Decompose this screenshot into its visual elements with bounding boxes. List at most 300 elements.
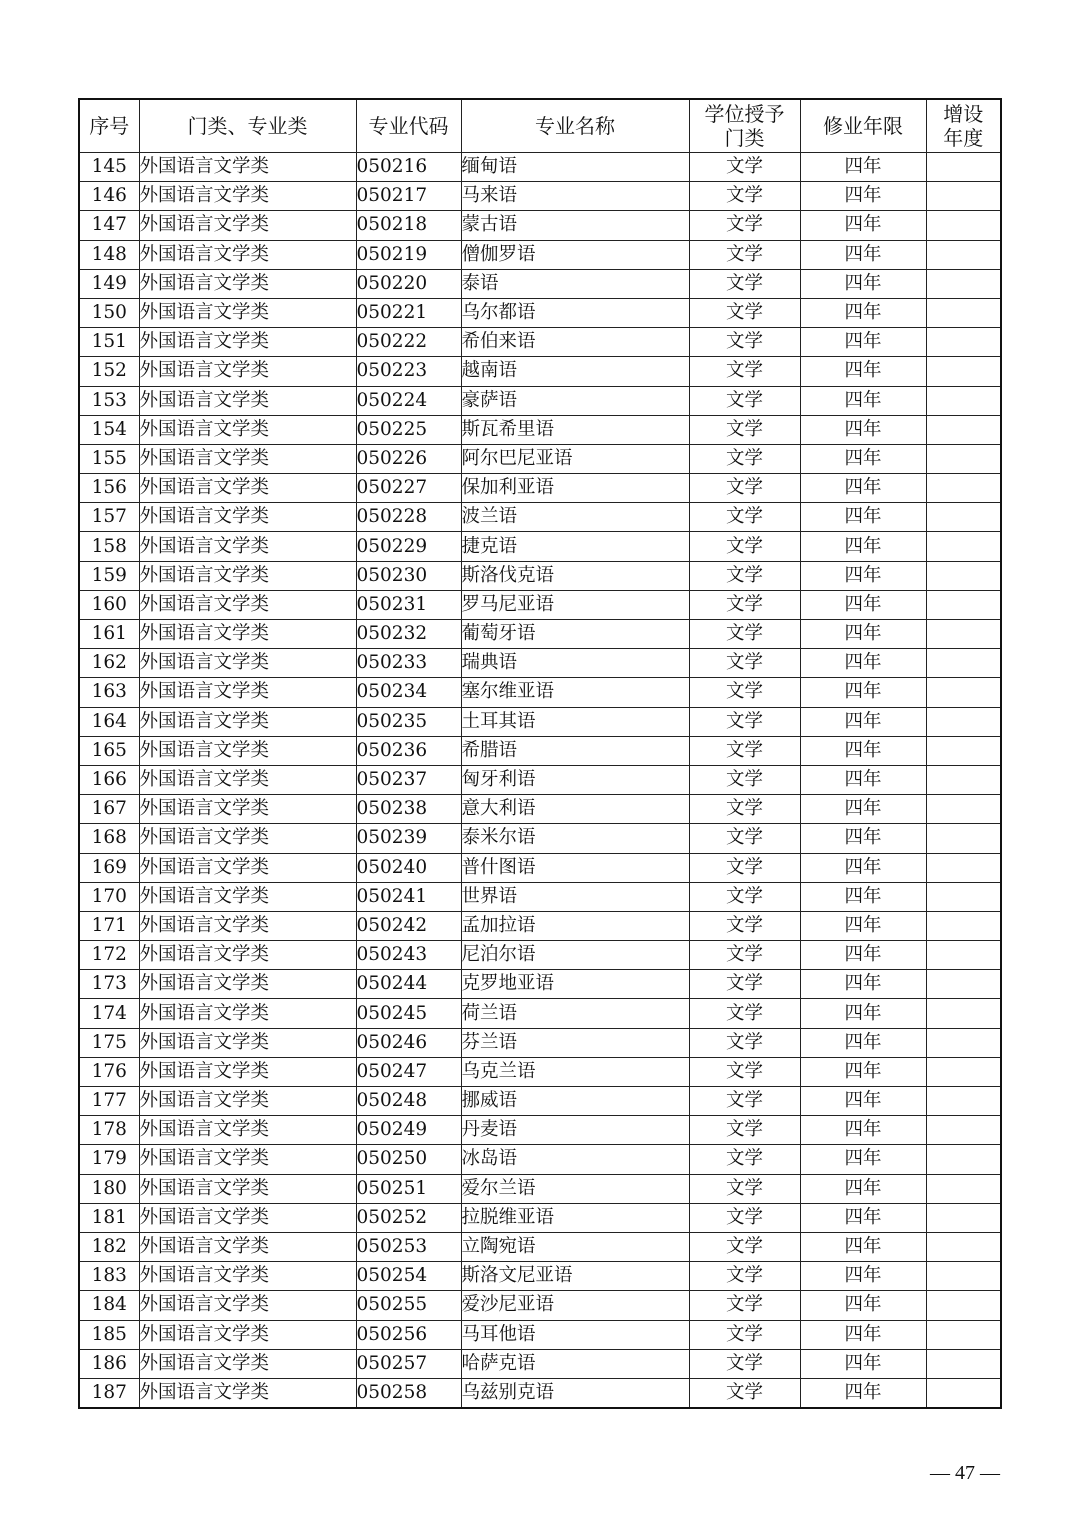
cell-category: 外国语言文学类 <box>139 1262 356 1291</box>
cell-no: 160 <box>79 590 139 619</box>
table-row <box>79 1203 1001 1232</box>
cell-degree: 文学 <box>689 970 800 999</box>
cell-no: 170 <box>79 882 139 911</box>
cell-code: 050257 <box>356 1349 461 1378</box>
cell-no: 150 <box>79 298 139 327</box>
cell-degree: 文学 <box>689 1378 800 1408</box>
cell-degree: 文学 <box>689 853 800 882</box>
cell-degree: 文学 <box>689 736 800 765</box>
cell-added <box>926 182 1001 211</box>
cell-years: 四年 <box>800 1320 926 1349</box>
cell-no: 174 <box>79 999 139 1028</box>
cell-code: 050244 <box>356 970 461 999</box>
table-row <box>79 941 1001 970</box>
cell-name: 斯洛伐克语 <box>461 561 689 590</box>
cell-category: 外国语言文学类 <box>139 678 356 707</box>
cell-no: 186 <box>79 1349 139 1378</box>
cell-years: 四年 <box>800 678 926 707</box>
cell-degree: 文学 <box>689 999 800 1028</box>
cell-code: 050245 <box>356 999 461 1028</box>
cell-code: 050225 <box>356 415 461 444</box>
cell-degree: 文学 <box>689 415 800 444</box>
table-row <box>79 182 1001 211</box>
cell-name: 荷兰语 <box>461 999 689 1028</box>
cell-code: 050231 <box>356 590 461 619</box>
cell-name: 克罗地亚语 <box>461 970 689 999</box>
cell-years: 四年 <box>800 240 926 269</box>
cell-category: 外国语言文学类 <box>139 765 356 794</box>
cell-degree: 文学 <box>689 182 800 211</box>
cell-category: 外国语言文学类 <box>139 824 356 853</box>
cell-degree: 文学 <box>689 795 800 824</box>
cell-code: 050238 <box>356 795 461 824</box>
cell-added <box>926 999 1001 1028</box>
cell-code: 050217 <box>356 182 461 211</box>
cell-no: 167 <box>79 795 139 824</box>
cell-degree: 文学 <box>689 911 800 940</box>
cell-category: 外国语言文学类 <box>139 649 356 678</box>
header-added-label: 增设年度 <box>943 102 984 150</box>
cell-years: 四年 <box>800 1232 926 1261</box>
cell-category: 外国语言文学类 <box>139 357 356 386</box>
cell-code: 050250 <box>356 1145 461 1174</box>
cell-category: 外国语言文学类 <box>139 795 356 824</box>
cell-years: 四年 <box>800 1378 926 1408</box>
cell-degree: 文学 <box>689 1057 800 1086</box>
table-row <box>79 853 1001 882</box>
cell-code: 050241 <box>356 882 461 911</box>
cell-name: 越南语 <box>461 357 689 386</box>
cell-degree: 文学 <box>689 532 800 561</box>
cell-code: 050246 <box>356 1028 461 1057</box>
cell-code: 050230 <box>356 561 461 590</box>
cell-name: 匈牙利语 <box>461 765 689 794</box>
cell-category: 外国语言文学类 <box>139 1028 356 1057</box>
cell-category: 外国语言文学类 <box>139 1320 356 1349</box>
table-row <box>79 620 1001 649</box>
cell-name: 蒙古语 <box>461 211 689 240</box>
cell-no: 176 <box>79 1057 139 1086</box>
cell-name: 立陶宛语 <box>461 1232 689 1261</box>
cell-no: 171 <box>79 911 139 940</box>
table-row <box>79 999 1001 1028</box>
cell-name: 意大利语 <box>461 795 689 824</box>
cell-name: 普什图语 <box>461 853 689 882</box>
table-body <box>79 153 1001 1409</box>
cell-degree: 文学 <box>689 765 800 794</box>
cell-added <box>926 1203 1001 1232</box>
table-row <box>79 269 1001 298</box>
cell-added <box>926 824 1001 853</box>
cell-years: 四年 <box>800 328 926 357</box>
cell-no: 182 <box>79 1232 139 1261</box>
cell-no: 154 <box>79 415 139 444</box>
cell-years: 四年 <box>800 941 926 970</box>
cell-name: 缅甸语 <box>461 153 689 182</box>
cell-category: 外国语言文学类 <box>139 882 356 911</box>
cell-name: 乌尔都语 <box>461 298 689 327</box>
cell-added <box>926 532 1001 561</box>
cell-years: 四年 <box>800 1116 926 1145</box>
cell-degree: 文学 <box>689 328 800 357</box>
cell-no: 153 <box>79 386 139 415</box>
cell-degree: 文学 <box>689 474 800 503</box>
header-code: 专业代码 <box>356 99 461 153</box>
cell-code: 050232 <box>356 620 461 649</box>
table-row <box>79 357 1001 386</box>
cell-no: 148 <box>79 240 139 269</box>
cell-code: 050220 <box>356 269 461 298</box>
cell-years: 四年 <box>800 970 926 999</box>
cell-years: 四年 <box>800 999 926 1028</box>
cell-category: 外国语言文学类 <box>139 298 356 327</box>
table-row <box>79 153 1001 182</box>
table-row <box>79 503 1001 532</box>
table-row <box>79 474 1001 503</box>
cell-category: 外国语言文学类 <box>139 970 356 999</box>
cell-code: 050251 <box>356 1174 461 1203</box>
cell-category: 外国语言文学类 <box>139 386 356 415</box>
cell-name: 马来语 <box>461 182 689 211</box>
cell-category: 外国语言文学类 <box>139 620 356 649</box>
cell-no: 168 <box>79 824 139 853</box>
cell-no: 151 <box>79 328 139 357</box>
cell-code: 050223 <box>356 357 461 386</box>
cell-years: 四年 <box>800 1057 926 1086</box>
cell-code: 050249 <box>356 1116 461 1145</box>
cell-no: 145 <box>79 153 139 182</box>
cell-degree: 文学 <box>689 1262 800 1291</box>
cell-code: 050229 <box>356 532 461 561</box>
page-number: — 47 — <box>930 1462 1000 1484</box>
table-header-row <box>79 99 1001 153</box>
table-row <box>79 240 1001 269</box>
cell-added <box>926 882 1001 911</box>
cell-years: 四年 <box>800 386 926 415</box>
cell-code: 050258 <box>356 1378 461 1408</box>
cell-no: 184 <box>79 1291 139 1320</box>
cell-added <box>926 1145 1001 1174</box>
cell-code: 050248 <box>356 1087 461 1116</box>
cell-no: 159 <box>79 561 139 590</box>
cell-degree: 文学 <box>689 561 800 590</box>
cell-code: 050252 <box>356 1203 461 1232</box>
cell-code: 050235 <box>356 707 461 736</box>
cell-name: 泰米尔语 <box>461 824 689 853</box>
cell-name: 孟加拉语 <box>461 911 689 940</box>
cell-degree: 文学 <box>689 590 800 619</box>
cell-no: 157 <box>79 503 139 532</box>
cell-added <box>926 678 1001 707</box>
cell-years: 四年 <box>800 1174 926 1203</box>
header-years: 修业年限 <box>800 99 926 153</box>
cell-name: 捷克语 <box>461 532 689 561</box>
cell-name: 塞尔维亚语 <box>461 678 689 707</box>
cell-years: 四年 <box>800 853 926 882</box>
table-row <box>79 1262 1001 1291</box>
cell-years: 四年 <box>800 153 926 182</box>
cell-no: 180 <box>79 1174 139 1203</box>
table-row <box>79 707 1001 736</box>
cell-code: 050216 <box>356 153 461 182</box>
cell-name: 保加利亚语 <box>461 474 689 503</box>
cell-degree: 文学 <box>689 269 800 298</box>
cell-no: 161 <box>79 620 139 649</box>
cell-no: 185 <box>79 1320 139 1349</box>
cell-degree: 文学 <box>689 357 800 386</box>
cell-no: 156 <box>79 474 139 503</box>
cell-no: 177 <box>79 1087 139 1116</box>
cell-category: 外国语言文学类 <box>139 328 356 357</box>
cell-code: 050240 <box>356 853 461 882</box>
cell-degree: 文学 <box>689 1087 800 1116</box>
cell-years: 四年 <box>800 474 926 503</box>
cell-code: 050228 <box>356 503 461 532</box>
table-row <box>79 298 1001 327</box>
cell-no: 169 <box>79 853 139 882</box>
cell-category: 外国语言文学类 <box>139 1203 356 1232</box>
cell-name: 挪威语 <box>461 1087 689 1116</box>
cell-category: 外国语言文学类 <box>139 1087 356 1116</box>
cell-added <box>926 1349 1001 1378</box>
cell-years: 四年 <box>800 503 926 532</box>
table-row <box>79 1174 1001 1203</box>
table-row <box>79 1320 1001 1349</box>
cell-degree: 文学 <box>689 824 800 853</box>
cell-added <box>926 1291 1001 1320</box>
cell-category: 外国语言文学类 <box>139 561 356 590</box>
cell-no: 155 <box>79 444 139 473</box>
cell-added <box>926 1378 1001 1408</box>
cell-no: 152 <box>79 357 139 386</box>
cell-degree: 文学 <box>689 707 800 736</box>
cell-name: 拉脱维亚语 <box>461 1203 689 1232</box>
header-added <box>926 99 1001 153</box>
cell-category: 外国语言文学类 <box>139 415 356 444</box>
cell-years: 四年 <box>800 795 926 824</box>
cell-category: 外国语言文学类 <box>139 1291 356 1320</box>
cell-category: 外国语言文学类 <box>139 707 356 736</box>
cell-code: 050234 <box>356 678 461 707</box>
cell-degree: 文学 <box>689 1174 800 1203</box>
cell-added <box>926 1232 1001 1261</box>
cell-degree: 文学 <box>689 649 800 678</box>
cell-added <box>926 328 1001 357</box>
cell-category: 外国语言文学类 <box>139 153 356 182</box>
cell-years: 四年 <box>800 561 926 590</box>
cell-no: 173 <box>79 970 139 999</box>
cell-degree: 文学 <box>689 211 800 240</box>
cell-years: 四年 <box>800 211 926 240</box>
cell-category: 外国语言文学类 <box>139 182 356 211</box>
cell-code: 050236 <box>356 736 461 765</box>
table-row <box>79 1087 1001 1116</box>
cell-name: 希伯来语 <box>461 328 689 357</box>
majors-table <box>78 98 1002 1409</box>
cell-added <box>926 357 1001 386</box>
table-row <box>79 1291 1001 1320</box>
cell-degree: 文学 <box>689 1116 800 1145</box>
cell-added <box>926 474 1001 503</box>
cell-category: 外国语言文学类 <box>139 1349 356 1378</box>
cell-name: 冰岛语 <box>461 1145 689 1174</box>
cell-degree: 文学 <box>689 298 800 327</box>
cell-name: 瑞典语 <box>461 649 689 678</box>
cell-added <box>926 1174 1001 1203</box>
table-row <box>79 736 1001 765</box>
cell-code: 050253 <box>356 1232 461 1261</box>
cell-no: 179 <box>79 1145 139 1174</box>
cell-degree: 文学 <box>689 882 800 911</box>
cell-name: 哈萨克语 <box>461 1349 689 1378</box>
cell-name: 泰语 <box>461 269 689 298</box>
cell-degree: 文学 <box>689 1291 800 1320</box>
table-row <box>79 1116 1001 1145</box>
cell-degree: 文学 <box>689 1232 800 1261</box>
cell-name: 希腊语 <box>461 736 689 765</box>
cell-name: 尼泊尔语 <box>461 941 689 970</box>
cell-code: 050242 <box>356 911 461 940</box>
cell-years: 四年 <box>800 1145 926 1174</box>
cell-added <box>926 386 1001 415</box>
cell-years: 四年 <box>800 357 926 386</box>
cell-category: 外国语言文学类 <box>139 503 356 532</box>
cell-name: 乌兹别克语 <box>461 1378 689 1408</box>
cell-years: 四年 <box>800 1349 926 1378</box>
cell-added <box>926 415 1001 444</box>
cell-added <box>926 620 1001 649</box>
cell-category: 外国语言文学类 <box>139 1232 356 1261</box>
cell-code: 050254 <box>356 1262 461 1291</box>
cell-name: 葡萄牙语 <box>461 620 689 649</box>
table-row <box>79 590 1001 619</box>
cell-years: 四年 <box>800 882 926 911</box>
table-row <box>79 911 1001 940</box>
cell-years: 四年 <box>800 911 926 940</box>
cell-name: 芬兰语 <box>461 1028 689 1057</box>
cell-no: 162 <box>79 649 139 678</box>
table-row <box>79 532 1001 561</box>
cell-category: 外国语言文学类 <box>139 211 356 240</box>
cell-no: 181 <box>79 1203 139 1232</box>
cell-degree: 文学 <box>689 1145 800 1174</box>
cell-name: 豪萨语 <box>461 386 689 415</box>
cell-added <box>926 970 1001 999</box>
cell-code: 050221 <box>356 298 461 327</box>
header-degree-label: 学位授予门类 <box>704 102 785 150</box>
cell-name: 僧伽罗语 <box>461 240 689 269</box>
cell-degree: 文学 <box>689 941 800 970</box>
cell-added <box>926 240 1001 269</box>
table-row <box>79 882 1001 911</box>
table-row <box>79 415 1001 444</box>
cell-no: 163 <box>79 678 139 707</box>
cell-code: 050243 <box>356 941 461 970</box>
cell-added <box>926 1087 1001 1116</box>
cell-added <box>926 941 1001 970</box>
cell-no: 183 <box>79 1262 139 1291</box>
cell-name: 世界语 <box>461 882 689 911</box>
cell-added <box>926 707 1001 736</box>
cell-category: 外国语言文学类 <box>139 853 356 882</box>
cell-name: 斯瓦希里语 <box>461 415 689 444</box>
table-row <box>79 795 1001 824</box>
cell-category: 外国语言文学类 <box>139 444 356 473</box>
table-row <box>79 678 1001 707</box>
table-row <box>79 649 1001 678</box>
cell-name: 阿尔巴尼亚语 <box>461 444 689 473</box>
cell-years: 四年 <box>800 1291 926 1320</box>
cell-degree: 文学 <box>689 386 800 415</box>
table-row <box>79 765 1001 794</box>
cell-years: 四年 <box>800 649 926 678</box>
cell-added <box>926 1116 1001 1145</box>
cell-code: 050227 <box>356 474 461 503</box>
cell-category: 外国语言文学类 <box>139 269 356 298</box>
cell-added <box>926 765 1001 794</box>
cell-code: 050224 <box>356 386 461 415</box>
cell-code: 050237 <box>356 765 461 794</box>
cell-added <box>926 298 1001 327</box>
cell-code: 050247 <box>356 1057 461 1086</box>
cell-category: 外国语言文学类 <box>139 532 356 561</box>
cell-name: 丹麦语 <box>461 1116 689 1145</box>
cell-degree: 文学 <box>689 1349 800 1378</box>
cell-code: 050219 <box>356 240 461 269</box>
cell-added <box>926 1028 1001 1057</box>
cell-category: 外国语言文学类 <box>139 1057 356 1086</box>
cell-name: 斯洛文尼亚语 <box>461 1262 689 1291</box>
header-no: 序号 <box>79 99 139 153</box>
cell-name: 爱沙尼亚语 <box>461 1291 689 1320</box>
cell-years: 四年 <box>800 269 926 298</box>
cell-code: 050226 <box>356 444 461 473</box>
cell-years: 四年 <box>800 1087 926 1116</box>
cell-no: 166 <box>79 765 139 794</box>
header-category: 门类、专业类 <box>139 99 356 153</box>
cell-years: 四年 <box>800 1262 926 1291</box>
cell-degree: 文学 <box>689 1028 800 1057</box>
cell-name: 乌克兰语 <box>461 1057 689 1086</box>
cell-added <box>926 561 1001 590</box>
cell-added <box>926 444 1001 473</box>
cell-category: 外国语言文学类 <box>139 736 356 765</box>
cell-code: 050255 <box>356 1291 461 1320</box>
table-row <box>79 444 1001 473</box>
cell-years: 四年 <box>800 1203 926 1232</box>
cell-added <box>926 590 1001 619</box>
cell-category: 外国语言文学类 <box>139 240 356 269</box>
cell-name: 土耳其语 <box>461 707 689 736</box>
cell-no: 187 <box>79 1378 139 1408</box>
cell-no: 175 <box>79 1028 139 1057</box>
cell-years: 四年 <box>800 620 926 649</box>
cell-no: 164 <box>79 707 139 736</box>
cell-years: 四年 <box>800 298 926 327</box>
cell-no: 149 <box>79 269 139 298</box>
cell-category: 外国语言文学类 <box>139 941 356 970</box>
cell-added <box>926 153 1001 182</box>
header-degree <box>689 99 800 153</box>
cell-added <box>926 211 1001 240</box>
cell-added <box>926 795 1001 824</box>
cell-added <box>926 1320 1001 1349</box>
cell-no: 158 <box>79 532 139 561</box>
cell-years: 四年 <box>800 532 926 561</box>
cell-years: 四年 <box>800 590 926 619</box>
table-row <box>79 1028 1001 1057</box>
table-row <box>79 824 1001 853</box>
